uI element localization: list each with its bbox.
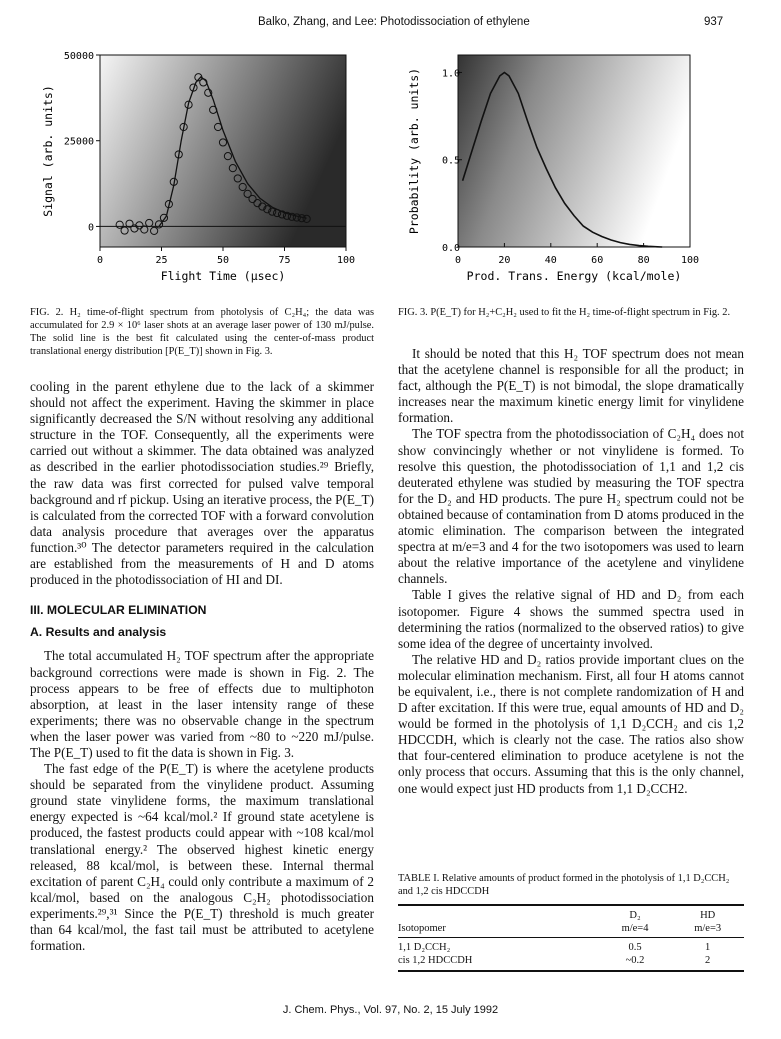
figure-3 xyxy=(398,46,743,286)
paragraph: It should be noted that this H₂ TOF spectrum does not mean that the acetylene channel is responsible for all the product; in fact, although the P(E_T) is not bimodal, the slope dramatically increases near the maximum kinetic energy limit for vinylidene formation. xyxy=(398,346,744,426)
x-tick-label: 100 xyxy=(336,255,356,266)
table-bottom-rule xyxy=(398,971,744,974)
table-header-hd-mass: m/e=3 xyxy=(694,923,722,934)
x-tick-label: 75 xyxy=(278,255,291,266)
paragraph: The total accumulated H₂ TOF spectrum after the appropriate background corrections were made is shown in Fig. 2. The process appears to be free of effects due to multiphoton absorption, at least in the laser intensity range of these experiments; there was no observable change in the spectrum when the laser power was varied from ~80 to ~220 mJ/pulse. The P(E_T) used to fit the data is shown in Fig. 3. xyxy=(30,648,374,760)
plot-area xyxy=(458,55,690,247)
table-cell-d2: 0.5 xyxy=(628,942,642,953)
figure-3-caption xyxy=(398,306,744,319)
figure-3-chart xyxy=(398,46,743,286)
table-cell-hd: 2 xyxy=(705,955,711,966)
y-tick-label: 0 xyxy=(87,222,94,234)
y-axis-label: Signal (arb. units) xyxy=(41,85,55,217)
left-column xyxy=(30,379,374,954)
figure-3-caption-text: P(E_T) for H₂+C₂H₂ used to fit the H₂ time-of-flight spectrum in Fig. 2. xyxy=(430,307,731,318)
table-header-hd: HD xyxy=(700,910,716,921)
figure-2-caption xyxy=(30,306,374,358)
table-header-d2: D₂ xyxy=(629,910,641,921)
plot-area xyxy=(100,55,346,247)
x-tick-label: 40 xyxy=(544,255,557,266)
x-tick-label: 100 xyxy=(680,255,700,266)
x-axis-label: Flight Time (μsec) xyxy=(160,269,286,283)
table-header-isotopomer: Isotopomer xyxy=(398,923,446,934)
figure-3-caption-label: FIG. 3. xyxy=(398,307,428,318)
paragraph: Table I gives the relative signal of HD and D₂ from each isotopomer. Figure 4 shows the summed spectra used in determining the ratios (normalized to the observed ratios) to give some idea of the degree of uncertainty involved. xyxy=(398,587,744,651)
paragraph: The TOF spectra from the photodissociation of C₂H₄ does not show convincingly whether or not vinylidene is formed. To resolve this question, the photodissociation of 1,1 and 1,2 cis deuterated ethylene was studied by measuring the TOF spectra for the D₂ and HD products. The pure H₂ spectrum could not be obtained because of contamination from D atoms produced in the atomic elimination. The comparison between the integrated spectra at m/e=3 and 4 for the two isotopomers was used to learn about the relative importance of the acetylene and vinylidene channels. xyxy=(398,426,744,587)
page-footer: J. Chem. Phys., Vol. 97, No. 2, 15 July 1992 xyxy=(282,1004,499,1016)
x-axis-label: Prod. Trans. Energy (kcal/mole) xyxy=(466,269,682,283)
y-tick-label: 50000 xyxy=(63,51,94,62)
right-column xyxy=(398,346,744,797)
figure-2-caption-text: H₂ time-of-flight spectrum from photolysis of C₂H₄; the data was accumulated for 2.9 × 10⁶ laser shots at an average laser power of 130 mJ/pulse. The solid line is the best fit calculated using the center-of-mass product translational energy distribution [P(E_T)] shown in Fig. 3. xyxy=(30,307,374,357)
y-tick-label: 0.5 xyxy=(441,155,460,167)
table-row xyxy=(398,938,744,955)
table-header-empty xyxy=(398,905,599,922)
figure-2-chart xyxy=(30,46,370,286)
table-cell-d2: ~0.2 xyxy=(625,955,645,966)
x-tick-label: 50 xyxy=(216,255,230,266)
table-header-d2-mass: m/e=4 xyxy=(621,923,649,934)
x-tick-label: 60 xyxy=(591,255,604,266)
x-tick-label: 0 xyxy=(96,255,104,266)
table-1-caption: TABLE I. Relative amounts of product formed in the photolysis of 1,1 D₂CCH₂ and 1,2 cis HDCCDH xyxy=(398,873,730,897)
table-row xyxy=(398,954,744,971)
paragraph: The fast edge of the P(E_T) is where the acetylene products should be separated from the vinylidene product. Assuming ground state vinylidene forms, the maximum translational energy expected is ~64 kcal/mol.² If ground state acetylene is produced, the fastest products could appear with ~108 kcal/mol translational energy.² The observed highest kinetic energy released, 88 kcal/mol, is between these. Internal thermal excitation of parent C₂H₄ could only contribute a maximum of 2 kcal/mol, based on the analogous C₂H₂ photodissociation experiments.²⁹,³¹ Since the P(E_T) threshold is much greater than 64 kcal/mol, the fast tail must be attributed to acetylene formation. xyxy=(30,761,374,954)
paragraph: The relative HD and D₂ ratios provide important clues on the molecular elimination mechanism. First, all four H atoms cannot be equivalent, i.e., there is not complete randomization of H and D after excitation. If this were true, equal amounts of HD and D₂ would be formed in the photolysis of 1,1 D₂CCH₂ and cis 1,2 HDCCDH, which is clearly not the case. The ratios also show that four-centered elimination to produce acetylene is not the only process that occurs. Assuming that this is the only channel, one would expect just HD products from 1,1 D₂CCH2. xyxy=(398,651,744,796)
table-1 xyxy=(398,904,744,974)
x-tick-label: 25 xyxy=(155,255,168,266)
table-cell-hd: 1 xyxy=(705,942,711,953)
x-tick-label: 20 xyxy=(498,255,511,266)
figure-2-caption-label: FIG. 2. xyxy=(30,307,64,318)
table-cell-isotopomer: 1,1 D₂CCH₂ xyxy=(398,942,451,953)
x-tick-label: 80 xyxy=(637,255,650,266)
x-tick-label: 0 xyxy=(454,255,462,266)
subsection-heading: A. Results and analysis xyxy=(30,625,167,640)
section-heading: III. MOLECULAR ELIMINATION xyxy=(30,603,207,618)
running-head: Balko, Zhang, and Lee: Photodissociation of ethylene xyxy=(258,16,530,28)
y-tick-label: 1.0 xyxy=(441,68,460,80)
table-cell-isotopomer: cis 1,2 HDCCDH xyxy=(398,955,473,966)
paragraph: cooling in the parent ethylene due to the lack of a skimmer should not affect the experiment. Having the skimmer in place significantly decreased the S/N without resolving any additional structure in the TOF. Consequently, all the experiments were carried out without a skimmer. The data obtained was analyzed as described in the earlier photodissociation studies.²⁹ Briefly, the raw data was first corrected for pulsed valve temporal background and rf pickup. Using an iterative process, the P(E_T) is calculated from the corrected TOF with a forward convolution data analysis procedure that averages over the apparatus function.³⁰ The detector parameters required in the calculation are established from the measurements of H and D atoms produced in the photodissociation of HI and DI. xyxy=(30,379,374,588)
y-axis-label: Probability (arb. units) xyxy=(407,67,421,235)
figure-2 xyxy=(30,46,370,286)
y-tick-label: 0.0 xyxy=(441,243,460,254)
page-number: 937 xyxy=(704,16,724,28)
y-tick-label: 25000 xyxy=(63,136,94,148)
